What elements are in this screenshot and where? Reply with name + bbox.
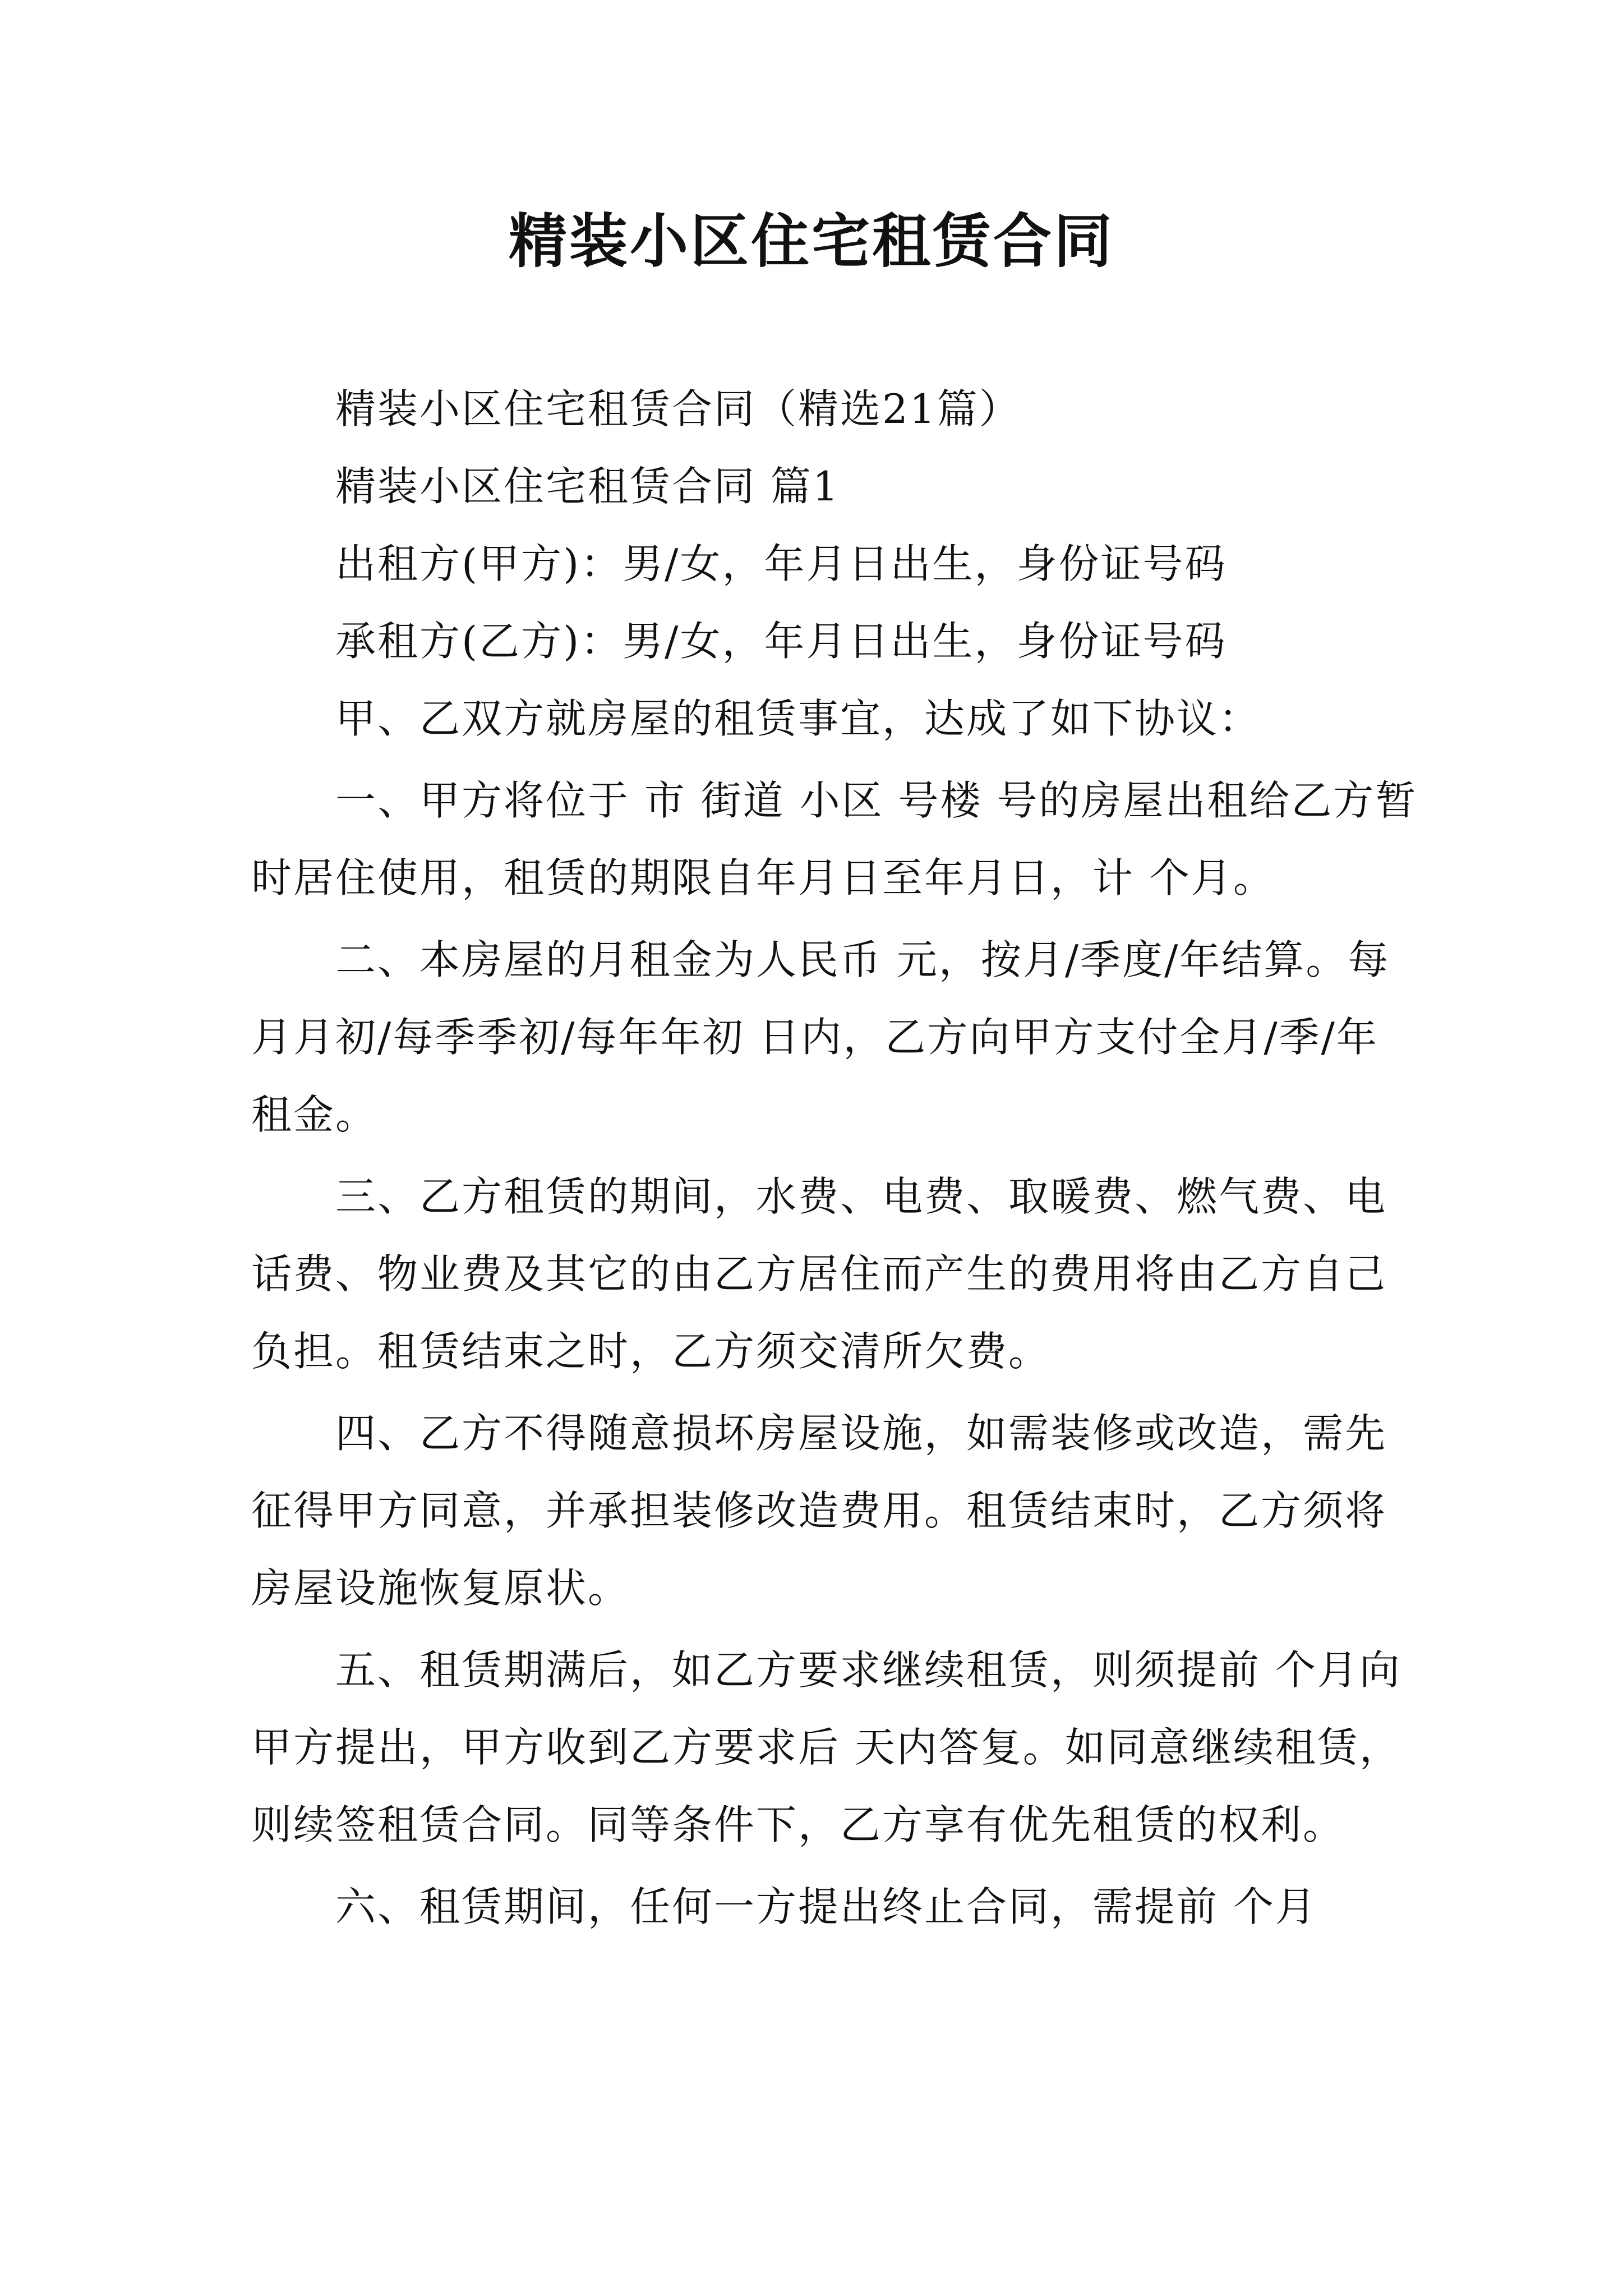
document-title: 精装小区住宅租赁合同 bbox=[508, 206, 1114, 275]
clause-3: 三、乙方租赁的期间，水费、电费、取暖费、燃气费、电话费、物业费及其它的由乙方居住而产生的费用将由乙方自己负担。租赁结束之时，乙方须交清所欠费。 bbox=[251, 1173, 1387, 1375]
document-body bbox=[251, 370, 1418, 1950]
clause-6: 六、租赁期间，任何一方提出终止合同，需提前 个月 bbox=[335, 1883, 1317, 1930]
section-heading: 精装小区住宅租赁合同 篇1 bbox=[335, 463, 840, 510]
lessor-line: 出租方(甲方)：男/女，年月日出生，身份证号码 bbox=[335, 540, 1227, 587]
clause-5: 五、租赁期满后，如乙方要求继续租赁，则须提前 个月向甲方提出，甲方收到乙方要求后 天内答复。如同意继续租赁，则续签租赁合同。同等条件下，乙方享有优先租赁的权利。 bbox=[251, 1646, 1401, 1848]
clause-1: 一、甲方将位于 市 街道 小区 号楼 号的房屋出租给乙方暂时居住使用，租赁的期限自年月日至年月日，计 个月。 bbox=[251, 777, 1418, 901]
subtitle-line: 精装小区住宅租赁合同（精选21篇） bbox=[335, 385, 1021, 432]
clause-4: 四、乙方不得随意损坏房屋设施，如需装修或改造，需先征得甲方同意，并承担装修改造费用。租赁结束时，乙方须将房屋设施恢复原状。 bbox=[251, 1410, 1387, 1612]
agreement-intro: 甲、乙双方就房屋的租赁事宜，达成了如下协议： bbox=[335, 695, 1261, 742]
lessee-line: 承租方(乙方)：男/女，年月日出生，身份证号码 bbox=[335, 618, 1227, 665]
clause-2: 二、本房屋的月租金为人民币 元，按月/季度/年结算。每月月初/每季季初/每年年初 日内，乙方向甲方支付全月/季/年租金。 bbox=[251, 936, 1390, 1138]
